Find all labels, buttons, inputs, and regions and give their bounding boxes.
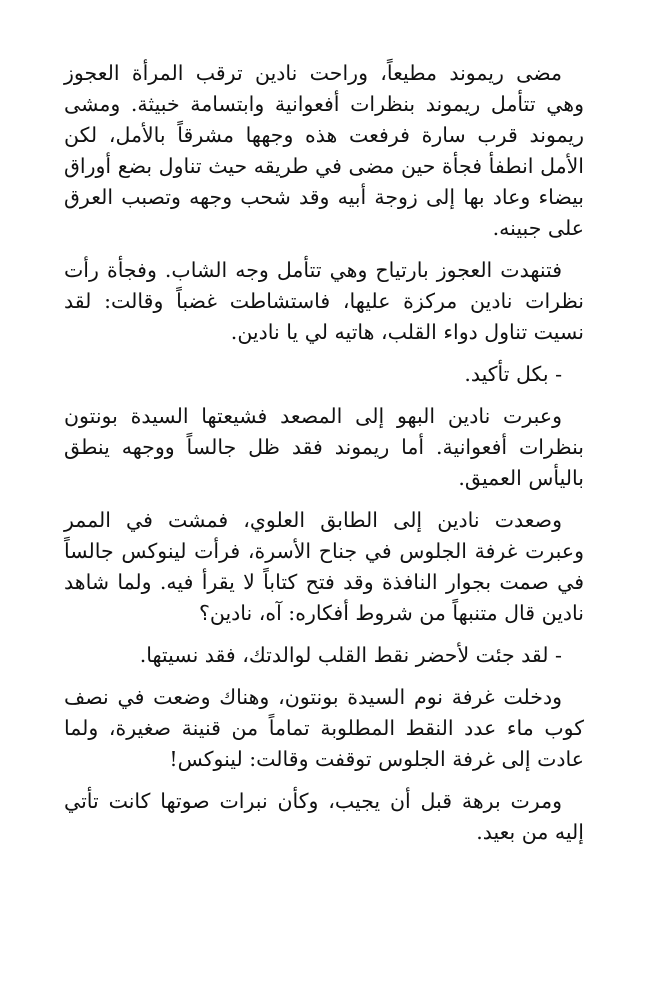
paragraph-2: فتنهدت العجوز بارتياح وهي تتأمل وجه الشاب. وفجأة رأت نظرات نادين مركزة عليها، فاستشاطت غضباً وقالت: لقد نسيت تناول دواء القلب، هاتيه لي يا نادين. xyxy=(64,258,584,344)
paragraph-3: وعبرت نادين البهو إلى المصعد فشيعتها السيدة بونتون بنظرات أفعوانية. أما ريموند فقد ظل جالساً ووجهه ينطق باليأس العميق. xyxy=(64,404,584,490)
dialog-line-1: - بكل تأكيد. xyxy=(464,362,562,386)
paragraph-1: مضى ريموند مطيعاً، وراحت نادين ترقب المرأة العجوز وهي تتأمل ريموند بنظرات أفعوانية وابتسامة خبيثة. ومشى ريموند قرب سارة فرفعت هذه وجهها مشرقاً بالأمل، لكن الأمل انطفأ فجأة حين مضى في طريقه حيث تناول بضع أوراق بيضاء وعاد بها إلى زوجة أبيه وقد شحب وجهه وتصبب العرق على جبينه. xyxy=(64,61,584,240)
book-page xyxy=(64,58,584,859)
paragraph-5: ودخلت غرفة نوم السيدة بونتون، وهناك وضعت في نصف كوب ماء عدد النقط المطلوبة تماماً من قنينة صغيرة، ولما عادت إلى غرفة الجلوس توقفت وقالت: لينوكس! xyxy=(64,685,584,771)
dialog-line-2: - لقد جئت لأحضر نقط القلب لوالدتك، فقد نسيتها. xyxy=(139,643,562,667)
paragraph-4: وصعدت نادين إلى الطابق العلوي، فمشت في الممر وعبرت غرفة الجلوس في جناح الأسرة، فرأت لينوكس جالساً في صمت بجوار النافذة وقد فتح كتاباً لا يقرأ فيه. ولما شاهد نادين قال متنبهاً من شروط أفكاره: آه، نادين؟ xyxy=(64,508,584,625)
paragraph-6: ومرت برهة قبل أن يجيب، وكأن نبرات صوتها كانت تأتي إليه من بعيد. xyxy=(64,789,584,844)
